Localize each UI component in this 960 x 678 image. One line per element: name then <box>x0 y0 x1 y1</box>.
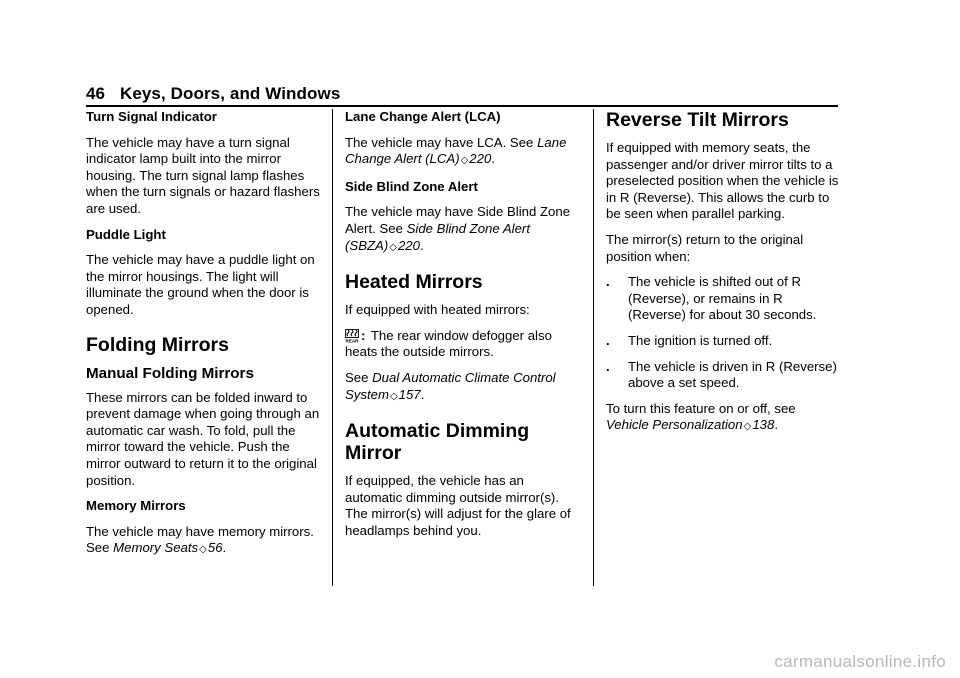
turn-signal-heading: Turn Signal Indicator <box>86 109 217 124</box>
list-item-text: The vehicle is driven in R (Reverse) above a set speed. <box>628 358 837 391</box>
personalization-page-ref[interactable]: 138 <box>752 417 775 433</box>
sbza-heading: Side Blind Zone Alert <box>345 178 478 194</box>
memory-mirrors-heading: Memory Mirrors <box>86 498 186 514</box>
sbza-link[interactable]: Side Blind Zone Alert (SBZA) <box>345 220 530 253</box>
list-item <box>606 274 842 324</box>
period: . <box>420 386 425 402</box>
toggle-paragraph <box>606 401 842 436</box>
list-item <box>606 359 842 392</box>
bullet-dot: . <box>606 274 610 290</box>
toggle-text: To turn this feature on or off, see <box>606 400 796 416</box>
bullet-dot: . <box>606 358 610 374</box>
folding-mirrors-heading: Folding Mirrors <box>86 333 229 356</box>
heated-icon-text: The rear window defogger also heats the outside mirrors. <box>345 327 552 360</box>
puddle-light-text: The vehicle may have a puddle light on the mirror housings. The light will illuminate the ground when the door is opened. <box>86 252 315 317</box>
period: . <box>491 151 495 167</box>
heated-intro: If equipped with heated mirrors: <box>345 302 530 318</box>
column-divider-2 <box>593 109 594 586</box>
lca-text: The vehicle may have LCA. See <box>345 134 534 150</box>
rear-defogger-icon <box>345 329 359 343</box>
memory-text: The vehicle may have memory mirrors. See <box>86 523 314 556</box>
period: . <box>774 417 778 433</box>
column-1 <box>86 109 322 568</box>
period: . <box>222 540 227 556</box>
bullet-dot: . <box>606 332 610 348</box>
return-text: The mirror(s) return to the original position when: <box>606 231 804 264</box>
svg-text:REAR: REAR <box>345 338 359 343</box>
column-3 <box>606 109 842 445</box>
manual-folding-heading: Manual Folding Mirrors <box>86 364 254 382</box>
sbza-paragraph <box>345 204 581 256</box>
lca-page-ref[interactable]: 220 <box>469 151 492 167</box>
memory-seats-link[interactable]: Memory Seats <box>113 540 199 556</box>
page-ref-icon: ◇ <box>199 544 207 556</box>
page-number: 46 <box>86 84 106 103</box>
period: . <box>419 237 424 253</box>
heated-see: See <box>345 369 369 385</box>
column-divider-1 <box>332 109 333 586</box>
page-ref-icon: ◇ <box>389 390 398 402</box>
auto-dimming-text: If equipped, the vehicle has an automatic dimming outside mirror(s). The mirror(s) will adjust for the glare of headlamps behind you. <box>345 473 571 538</box>
sbza-page-ref[interactable]: 220 <box>397 237 420 253</box>
lca-heading: Lane Change Alert (LCA) <box>345 109 501 124</box>
lca-link[interactable]: Lane Change Alert (LCA) <box>345 134 567 167</box>
watermark: carmanualsonline.info <box>774 652 946 671</box>
page-header <box>86 84 340 104</box>
page-ref-icon: ◇ <box>460 155 469 167</box>
puddle-light-heading: Puddle Light <box>86 226 166 242</box>
memory-mirrors-text <box>86 524 322 559</box>
page-ref-icon: ◇ <box>743 421 752 433</box>
list-item-text: The ignition is turned off. <box>628 332 773 348</box>
page-ref-icon: ◇ <box>389 241 397 253</box>
heated-mirrors-heading: Heated Mirrors <box>345 271 483 294</box>
column-2 <box>345 109 581 549</box>
heated-icon-paragraph <box>345 328 581 361</box>
list-item-text: The vehicle is shifted out of R (Reverse), or remains in R (Reverse) for about 30 seconds. <box>628 274 817 323</box>
section-title: Keys, Doors, and Windows <box>119 84 341 103</box>
lca-paragraph <box>345 135 581 170</box>
reverse-tilt-heading: Reverse Tilt Mirrors <box>606 109 789 131</box>
sbza-text: The vehicle may have Side Blind Zone Alert. See <box>345 204 571 236</box>
list-item <box>606 333 842 350</box>
climate-control-link[interactable]: Dual Automatic Climate Control System <box>345 369 556 402</box>
vehicle-personalization-link[interactable]: Vehicle Personalization <box>606 417 743 433</box>
icon-colon: : <box>361 327 366 343</box>
memory-page-ref[interactable]: 56 <box>207 540 223 556</box>
header-rule <box>86 105 838 107</box>
heated-see-paragraph <box>345 370 581 405</box>
auto-dimming-heading: Automatic Dimming Mirror <box>345 420 530 465</box>
climate-page-ref[interactable]: 157 <box>398 386 421 402</box>
manual-folding-text: These mirrors can be folded inward to prevent damage when going through an automatic car wash. To fold, pull the mirror toward the vehicle. Push the mirror outward to return it to the original position. <box>86 389 320 488</box>
turn-signal-text: The vehicle may have a turn signal indicator lamp built into the mirror housing. The turn signal lamp flashes when the turn signals or hazard flashers are used. <box>86 134 320 216</box>
reverse-tilt-text: If equipped with memory seats, the passenger and/or driver mirror tilts to a preselected position when the vehicle is in R (Reverse). This allows the curb to be seen when parallel parking. <box>606 140 839 222</box>
